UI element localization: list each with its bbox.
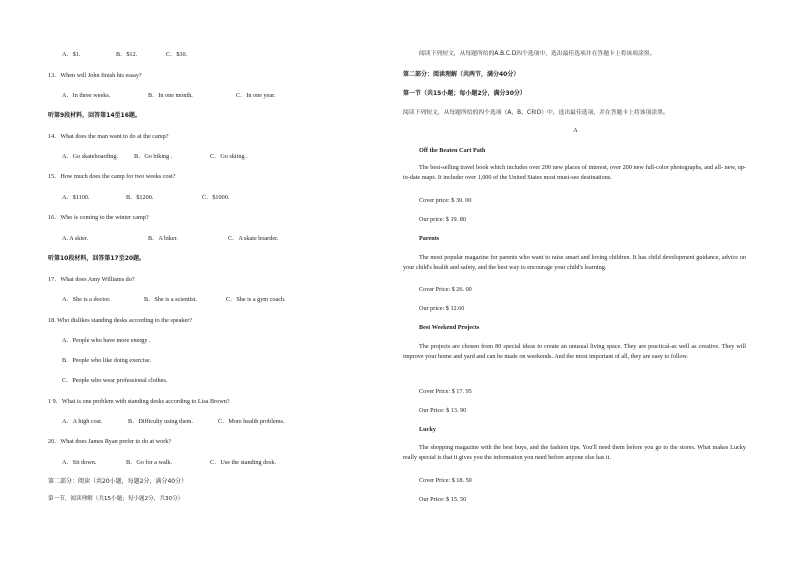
q12-options	[62, 51, 187, 59]
q17-options	[62, 296, 286, 304]
q18-option-b: B．People who like doing exercise.	[62, 357, 152, 364]
reading-intro: 阅读下列短文，从每题所给的四个选项（A、B、C和D）中，选出最佳选项，并在答题卡上将该项涂黑。	[403, 110, 669, 116]
magazine-2-title: Parents	[419, 235, 440, 242]
q13-option-c: C．In one year.	[236, 92, 276, 99]
part2-sub-heading: 第一节，阅读理解（共15小题；每小题2分，共30分）	[48, 496, 184, 502]
magazine-4-title: Lucky	[419, 426, 436, 433]
magazine-1-title: Off the Beaten Cart Path	[419, 147, 486, 154]
magazine-2-cover-price: Cover Price: $ 26. 00	[419, 286, 472, 293]
q14-text: 14．What does the man want to do at the camp?	[48, 133, 169, 140]
q17-text: 17．What does Amy Williams do?	[48, 276, 135, 283]
q16-option-a: A. A skier.	[62, 235, 89, 242]
q18-text: 18. Who dislikes standing desks according to the speaker?	[48, 317, 193, 324]
section-10-instruction: 听第10段材料，回答第17至20题。	[48, 255, 146, 262]
q16-option-c: C．A skate boarder.	[228, 235, 279, 242]
passage-label: A	[573, 127, 578, 134]
q14-options	[62, 153, 248, 161]
q12-option-c: C．$30.	[166, 51, 188, 58]
part2-heading: 第二部分：阅读（共20小题，每题2分，满分40分）	[48, 478, 188, 485]
magazine-3-description: The projects are chosen from 80 special ideas to create an unusual living space. They are practical-as well as creative. They will improve your home and yard and can be made on weekends. And the most important of all, they are easy to follow.	[403, 343, 746, 360]
q15-option-a: A．$1100.	[62, 194, 90, 201]
q13-options	[62, 92, 275, 100]
part2-heading-right: 第二部分：阅读理解（共两节，满分40分）	[403, 71, 520, 78]
q19-option-a: A．A high cost.	[62, 418, 103, 425]
magazine-4-cover-price: Cover Price: $ 18. 50	[419, 477, 472, 484]
q13-option-a: A．In three weeks.	[62, 92, 111, 99]
q14-option-c: C．Go skiing .	[210, 153, 248, 160]
magazine-2-description: The most popular magazine for parents who want to raise smart and loving children. It has child development guidance, advice on your child's health and safety, and the best way to encourage your child's learning.	[403, 254, 746, 271]
q15-options	[62, 194, 229, 202]
q13-option-b: B．In one month.	[148, 92, 193, 99]
magazine-4-description: The shopping magazine with the best buys, and the fashion tips. You'll need them before you go to the stores. What makes Lucky really special is that it gives you the information you need before anyone else has it.	[403, 444, 746, 461]
magazine-1-our-price: Our price: $ 19. 80	[419, 216, 466, 223]
q15-text: 15．How much does the camp for two weeks cost?	[48, 173, 176, 180]
q15-option-b: B．$1200.	[126, 194, 154, 201]
magazine-3-title: Best Weekend Projects	[419, 324, 480, 331]
section-9-instruction: 听第9段材料，回答第14至16题。	[48, 112, 141, 119]
q12-option-a: A．$1.	[62, 51, 81, 58]
q12-option-b: B．$12.	[116, 51, 138, 58]
q18-option-c: C．People who wear professional clothes.	[62, 377, 168, 384]
section1-heading: 第一节（共15小题；每小题2分，满分30分）	[403, 90, 526, 97]
q20-option-c: C．Use the standing desk.	[210, 459, 276, 466]
q16-text: 16．Who is coming to the winter camp?	[48, 214, 149, 221]
q13-text: 13．When will John finish his essay?	[48, 72, 142, 79]
q20-option-b: B．Go for a walk.	[126, 459, 173, 466]
q16-option-b: B．A biker.	[148, 235, 178, 242]
magazine-4-our-price: Our Price: $ 15. 50	[419, 496, 467, 503]
q19-option-b: B．Difficulty using them.	[128, 418, 194, 425]
q20-option-a: A．Sit down.	[62, 459, 97, 466]
q20-options	[62, 459, 276, 467]
q15-option-c: C．$1000.	[202, 194, 230, 201]
q19-text: 1 9．What is one problem with standing desks according to Lisa Brown?	[48, 398, 230, 405]
q19-option-c: C．More health problems.	[218, 418, 285, 425]
q20-text: 20．What does James Ryan prefer to do at work?	[48, 438, 172, 445]
q14-option-a: A．Go skateboarding.	[62, 153, 119, 160]
q17-option-a: A．She is a doctor.	[62, 296, 111, 303]
reading-intro-top: 阅读下列短文，从每题所给的A.B.C.D四个选项中，选出最佳选项并在答题卡上将该项涂黑。	[419, 51, 656, 57]
magazine-2-our-price: Our price: $ 12.60	[419, 305, 465, 312]
q16-options	[62, 235, 278, 243]
q17-option-b: B．She is a scientist.	[144, 296, 197, 303]
magazine-1-description: The best-selling travel book which includes over 200 new places of interest, over 200 new full-color photographs, and all- new, up-to-date maps. It includer over 1,000 of the United States most must-see destinations.	[403, 164, 746, 181]
q18-option-a: A．People who have more energy .	[62, 337, 151, 344]
magazine-1-cover-price: Cover price: $ 30. 00	[419, 197, 472, 204]
q17-option-c: C．She is a gym coach.	[226, 296, 286, 303]
q19-options	[62, 418, 285, 426]
magazine-3-cover-price: Cover Price: $ 17. 95	[419, 388, 472, 395]
q14-option-b: B．Go biking .	[134, 153, 173, 160]
magazine-3-our-price: Our Price: $ 13. 90	[419, 407, 467, 414]
